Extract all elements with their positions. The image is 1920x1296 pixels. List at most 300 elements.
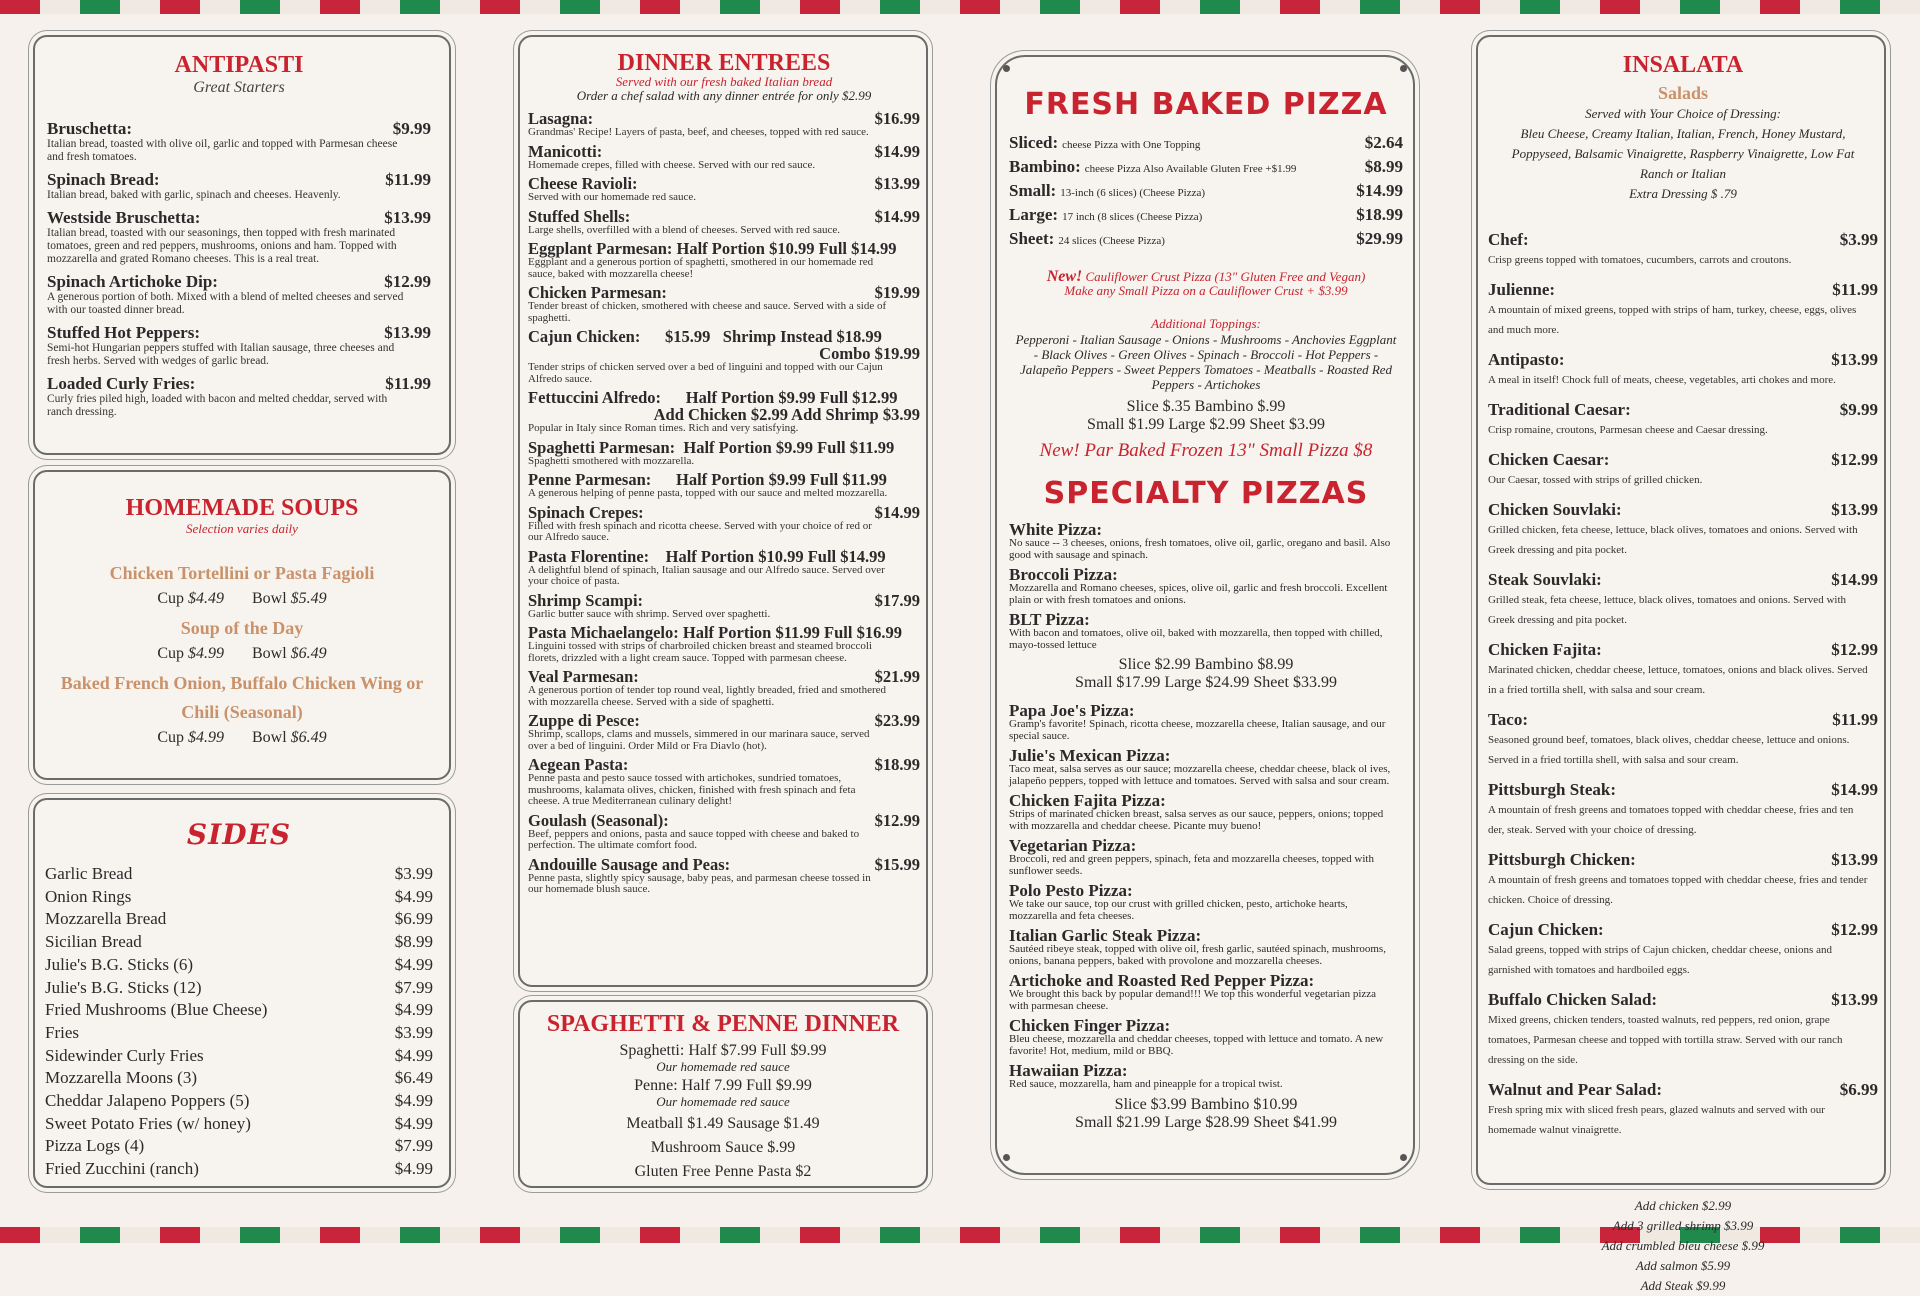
item-name: Goulash (Seasonal): bbox=[528, 810, 669, 830]
menu-item bbox=[528, 143, 920, 172]
bowl-price: $5.49 bbox=[290, 590, 327, 607]
topping-price1: Slice $.35 Bambino $.99 bbox=[1126, 398, 1286, 415]
side-price: $4.99 bbox=[394, 1000, 433, 1020]
side-item bbox=[45, 1045, 433, 1068]
addon-item: Add chicken $2.99 bbox=[1634, 1198, 1732, 1213]
item-price: $18.99 bbox=[874, 755, 920, 774]
specialty-pizza bbox=[1009, 611, 1403, 651]
pizza-size-row bbox=[1009, 132, 1403, 156]
bowl-label: Bowl bbox=[252, 590, 287, 607]
bowl-label: Bowl bbox=[252, 729, 287, 746]
specialty-name: Hawaiian Pizza: bbox=[1009, 1061, 1128, 1080]
item-price: $12.99 bbox=[874, 810, 920, 830]
dinner-list bbox=[528, 110, 920, 896]
item-name: Spaghetti Parmesan: Half Portion $9.99 Full $11.99 bbox=[528, 437, 895, 457]
pizza-size-name: Sheet: bbox=[1009, 229, 1055, 248]
item-price: $12.99 bbox=[384, 272, 431, 291]
extra-dressing: Extra Dressing $ .79 bbox=[1629, 186, 1737, 201]
item-desc: Beef, peppers and onions, pasta and sauce topped with cheese and baked to perfection. The ultimate comfort food. bbox=[528, 827, 860, 851]
bowl-label: Bowl bbox=[252, 645, 287, 662]
side-item bbox=[45, 1158, 433, 1181]
item-name: Cheese Ravioli: bbox=[528, 174, 638, 193]
side-item bbox=[45, 863, 433, 886]
item-name: Manicotti: bbox=[528, 141, 603, 161]
top-stripe bbox=[0, 0, 1920, 14]
side-item bbox=[45, 886, 433, 909]
specialty-name: Chicken Fajita Pizza: bbox=[1009, 791, 1166, 810]
side-name: Pizza Logs (4) bbox=[45, 1136, 145, 1156]
cup-price: $4.99 bbox=[188, 645, 224, 662]
item-name: Spinach Crepes: bbox=[528, 502, 644, 522]
spaghetti-line4: Mushroom Sauce $.99 bbox=[650, 1139, 796, 1156]
item-desc: Fresh spring mix with sliced fresh pears, glazed walnuts and served with our homemade walnut vinaigrette. bbox=[1488, 1104, 1825, 1136]
item-desc: A mountain of mixed greens, topped with strips of ham, turkey, cheese, eggs, olives and much more. bbox=[1488, 304, 1857, 336]
antipasti-panel bbox=[33, 35, 451, 455]
item-name: Andouille Sausage and Peas: bbox=[528, 854, 731, 874]
item-name: Pittsburgh Chicken: bbox=[1488, 850, 1636, 869]
dressing-list: Bleu Cheese, Creamy Italian, Italian, French, Honey Mustard, Poppyseed, Balsamic Vinaigrette, Raspberry Vinaigrette, Low Fat Ranch or Italian bbox=[1511, 126, 1855, 181]
spaghetti-panel bbox=[518, 1000, 928, 1188]
menu-item bbox=[1488, 780, 1878, 840]
item-desc: Penne pasta, slightly spicy sausage, baby peas, and parmesan cheese tossed in our homemade blush sauce. bbox=[528, 871, 871, 895]
item-desc: Large shells, overfilled with a blend of cheeses. Served with red sauce. bbox=[528, 223, 840, 236]
pizza-size-label bbox=[1009, 132, 1200, 156]
specialty-pizza bbox=[1009, 1017, 1403, 1057]
item-name: Loaded Curly Fries: bbox=[47, 374, 196, 393]
specialty-name: White Pizza: bbox=[1009, 520, 1102, 539]
specialty-pizza bbox=[1009, 972, 1403, 1012]
side-name: Fried Zucchini (ranch) bbox=[45, 1159, 199, 1179]
specialty-group1 bbox=[1009, 521, 1403, 651]
side-name: Sidewinder Curly Fries bbox=[45, 1045, 204, 1065]
item-name: Eggplant Parmesan: Half Portion $10.99 Full $14.99 bbox=[528, 239, 897, 258]
menu-item bbox=[47, 208, 431, 266]
item-price: $11.99 bbox=[385, 374, 431, 393]
item-desc: A generous portion of both. Mixed with a blend of melted cheeses and served with our toasted dinner bread. bbox=[47, 291, 404, 316]
pizza-size-desc: 24 slices (Cheese Pizza) bbox=[1058, 235, 1165, 247]
specialty-pizza bbox=[1009, 702, 1403, 742]
dressing-note: Served with Your Choice of Dressing: bbox=[1585, 106, 1781, 121]
side-name: Fried Mushrooms (Blue Cheese) bbox=[45, 1000, 268, 1020]
item-price: $14.99 bbox=[1831, 780, 1878, 799]
sides-list bbox=[45, 863, 433, 1181]
menu-item bbox=[528, 712, 920, 752]
side-price: $4.99 bbox=[394, 1159, 433, 1179]
pizza-size-price: $8.99 bbox=[1364, 157, 1403, 176]
new-label: New! bbox=[1046, 268, 1083, 285]
side-name: Cheddar Jalapeno Poppers (5) bbox=[45, 1091, 250, 1111]
specialty-desc: Red sauce, mozzarella, ham and pineapple for a tropical twist. bbox=[1009, 1078, 1283, 1090]
specialty-desc: Sautéed ribeye steak, topped with olive oil, fresh garlic, sautéed spinach, mushrooms, onions, banana peppers, baked with provolone and mozzarella cheeses. bbox=[1009, 943, 1386, 967]
menu-item bbox=[47, 374, 431, 419]
menu-item bbox=[1488, 640, 1878, 700]
side-name: Garlic Bread bbox=[45, 864, 133, 883]
item-name: Fettuccini Alfredo: Half Portion $9.99 Full $12.99 bbox=[528, 388, 898, 407]
specialty-pizza bbox=[1009, 882, 1403, 922]
toppings-list: Pepperoni - Italian Sausage - Onions - Mushrooms - Anchovies Eggplant - Black Olives - Green Olives - Spinach - Broccoli - Hot Peppers - Jalapeño Peppers - Sweet Peppers Tomatoes - Meatballs - Roasted Red Peppers - Artichokes bbox=[1015, 332, 1397, 392]
item-desc: Salad greens, topped with strips of Cajun chicken, cheddar cheese, onions and garnished with tomatoes and hardboiled eggs. bbox=[1488, 944, 1832, 976]
specialty-desc: We take our sauce, top our crust with grilled chicken, pesto, artichoke hearts, mozzarella and feta cheeses. bbox=[1009, 898, 1348, 922]
pizza-size-row bbox=[1009, 204, 1403, 228]
soups-panel bbox=[33, 470, 451, 780]
item-name: Penne Parmesan: Half Portion $9.99 Full $11.99 bbox=[528, 470, 887, 489]
specialty-name: Broccoli Pizza: bbox=[1009, 565, 1118, 584]
addon-item: Add crumbled bleu cheese $.99 bbox=[1601, 1238, 1765, 1253]
specialty-title: SPECIALTY PIZZAS bbox=[1043, 476, 1369, 511]
item-desc: Italian bread, baked with garlic, spinach and cheeses. Heavenly. bbox=[47, 189, 341, 201]
cup-price: $4.49 bbox=[188, 590, 224, 607]
topping-price2: Small $1.99 Large $2.99 Sheet $3.99 bbox=[1087, 416, 1325, 433]
spaghetti-line3: Meatball $1.49 Sausage $1.49 bbox=[626, 1115, 820, 1132]
spaghetti-title: SPAGHETTI & PENNE DINNER bbox=[546, 1011, 900, 1037]
pizza-size-label bbox=[1009, 156, 1296, 180]
item-desc: Filled with fresh spinach and ricotta cheese. Served with your choice of red or our Alfredo sauce. bbox=[528, 519, 872, 543]
specialty-group2 bbox=[1009, 702, 1403, 1091]
item-desc: Spaghetti smothered with mozzarella. bbox=[528, 454, 695, 467]
menu-item bbox=[1488, 570, 1878, 630]
item-extra: Combo $19.99 bbox=[819, 344, 920, 363]
item-name: Antipasto: bbox=[1488, 350, 1565, 369]
item-desc: Italian bread, toasted with olive oil, garlic and topped with Parmesan cheese and fresh tomatoes. bbox=[47, 138, 398, 163]
item-name: Taco: bbox=[1488, 710, 1528, 729]
item-name: Chicken Parmesan: bbox=[528, 283, 667, 302]
item-price: $9.99 bbox=[1839, 400, 1878, 419]
item-name: Pasta Michaelangelo: Half Portion $11.99 Full $16.99 bbox=[528, 623, 902, 642]
item-name: Cajun Chicken: bbox=[1488, 920, 1604, 939]
pizza-size-name: Large: bbox=[1009, 205, 1059, 224]
dinner-subtitle: Served with our fresh baked Italian bread bbox=[615, 74, 833, 89]
specialty-name: Italian Garlic Steak Pizza: bbox=[1009, 926, 1202, 945]
item-price: $15.99 bbox=[874, 854, 920, 874]
specialty-pizza bbox=[1009, 927, 1403, 967]
item-price: $12.99 bbox=[1831, 450, 1878, 469]
menu-item bbox=[47, 323, 431, 368]
menu-item bbox=[528, 471, 920, 500]
side-name: Sicilian Bread bbox=[45, 932, 142, 952]
menu-item bbox=[528, 208, 920, 237]
item-price: $6.99 bbox=[1839, 1080, 1878, 1099]
pizza-size-price: $29.99 bbox=[1356, 229, 1403, 248]
spaghetti-line1-note: Our homemade red sauce bbox=[656, 1059, 790, 1074]
soup-prices bbox=[45, 588, 439, 610]
side-price: $3.99 bbox=[394, 1022, 433, 1042]
item-name: Chicken Souvlaki: bbox=[1488, 500, 1622, 519]
item-desc: A meal in itself! Chock full of meats, cheese, vegetables, arti chokes and more. bbox=[1488, 374, 1836, 386]
item-price: $12.99 bbox=[1831, 920, 1878, 939]
menu-item bbox=[528, 328, 920, 385]
side-price: $4.99 bbox=[394, 1045, 433, 1065]
menu-item bbox=[47, 272, 431, 317]
side-item bbox=[45, 1090, 433, 1113]
dinner-title: DINNER ENTREES bbox=[617, 50, 831, 76]
item-price: $9.99 bbox=[392, 119, 431, 138]
side-name: Fries bbox=[45, 1022, 79, 1042]
corner-dot bbox=[1400, 65, 1407, 72]
item-price: $11.99 bbox=[385, 170, 431, 189]
specialty-name: Julie's Mexican Pizza: bbox=[1009, 746, 1171, 765]
item-desc: Linguini tossed with strips of charbroiled chicken breast and steamed broccoli florets, drizzled with a light cream sauce. Topped with parmesan cheese. bbox=[528, 640, 872, 664]
item-price: $21.99 bbox=[874, 667, 920, 686]
specialty-desc: Gramp's favorite! Spinach, ricotta cheese, mozzarella cheese, Italian sausage, and our special sauce. bbox=[1009, 718, 1386, 742]
antipasti-title: ANTIPASTI bbox=[174, 52, 304, 78]
item-name: Chicken Caesar: bbox=[1488, 450, 1610, 469]
item-desc: Eggplant and a generous portion of spaghetti, smothered in our homemade red sauce, baked with mozzarella cheese! bbox=[528, 256, 874, 280]
menu-item bbox=[1488, 230, 1878, 270]
soups-title: HOMEMADE SOUPS bbox=[125, 495, 359, 521]
side-item bbox=[45, 1113, 433, 1136]
soup-name: Chicken Tortellini or Pasta Fagioli bbox=[109, 563, 375, 583]
side-item bbox=[45, 1022, 433, 1045]
pizza-size-name: Small: bbox=[1009, 181, 1057, 200]
salad-addons bbox=[1488, 1196, 1878, 1296]
item-name: Lasagna: bbox=[528, 109, 594, 128]
menu-item bbox=[528, 668, 920, 708]
item-name: Veal Parmesan: bbox=[528, 667, 639, 686]
item-price: $13.99 bbox=[384, 208, 431, 227]
menu-item bbox=[1488, 350, 1878, 390]
item-desc: Our Caesar, tossed with strips of grilled chicken. bbox=[1488, 474, 1703, 486]
menu-item bbox=[528, 284, 920, 324]
specialty-desc: We brought this back by popular demand!!! We top this wonderful vegetarian pizza with parmesan cheese. bbox=[1009, 988, 1377, 1012]
specialty-name: Polo Pesto Pizza: bbox=[1009, 881, 1133, 900]
item-desc: Tender breast of chicken, smothered with cheese and sauce. Served with a side of spaghetti. bbox=[528, 300, 887, 324]
side-price: $8.99 bbox=[394, 932, 433, 952]
specialty-pizza bbox=[1009, 521, 1403, 561]
menu-item bbox=[1488, 500, 1878, 560]
pizza-size-label bbox=[1009, 204, 1202, 228]
item-desc: Tender strips of chicken served over a bed of linguini and topped with our Cajun Alfredo sauce. bbox=[528, 361, 883, 385]
item-name: Chef: bbox=[1488, 230, 1529, 249]
dinner-note: Order a chef salad with any dinner entrée for only $2.99 bbox=[576, 88, 872, 103]
side-name: Onion Rings bbox=[45, 886, 132, 906]
item-price: $14.99 bbox=[874, 141, 920, 161]
corner-dot bbox=[1003, 65, 1010, 72]
cup-label: Cup bbox=[157, 645, 184, 662]
menu-item bbox=[1488, 280, 1878, 340]
bowl-price: $6.49 bbox=[290, 729, 327, 746]
side-item bbox=[45, 999, 433, 1022]
item-name: Cajun Chicken: $15.99 Shrimp Instead $18.99 bbox=[528, 327, 882, 346]
item-desc: Grandmas' Recipe! Layers of pasta, beef, and cheeses, topped with red sauce. bbox=[528, 126, 869, 138]
cup-price: $4.99 bbox=[188, 729, 224, 746]
pizza-size-name: Bambino: bbox=[1009, 157, 1081, 176]
specialty-pizza bbox=[1009, 566, 1403, 606]
specialty-desc: Strips of marinated chicken breast, salsa serves as our sauce, peppers, onions; topped with mozzarella and cheddar cheese. Picante muy bueno! bbox=[1009, 808, 1384, 832]
side-price: $7.99 bbox=[394, 1136, 433, 1156]
spaghetti-line1: Spaghetti: Half $7.99 Full $9.99 bbox=[619, 1042, 827, 1059]
item-name: Spinach Artichoke Dip: bbox=[47, 272, 218, 291]
item-desc: Semi-hot Hungarian peppers stuffed with Italian sausage, three cheeses and fresh herbs. Served with wedges of garlic bread. bbox=[47, 342, 395, 367]
pizza-panel bbox=[995, 55, 1415, 1175]
item-name: Chicken Fajita: bbox=[1488, 640, 1602, 659]
side-item bbox=[45, 977, 433, 1000]
menu-item bbox=[1488, 710, 1878, 770]
group2-price1: Slice $3.99 Bambino $10.99 bbox=[1114, 1095, 1298, 1113]
item-name: Bruschetta: bbox=[47, 119, 132, 138]
insalata-panel bbox=[1476, 35, 1886, 1293]
spaghetti-line2-note: Our homemade red sauce bbox=[656, 1094, 790, 1109]
item-desc: Curly fries piled high, loaded with bacon and melted cheddar, served with ranch dressing. bbox=[47, 393, 388, 418]
item-price: $13.99 bbox=[1831, 990, 1878, 1009]
pizza-size-label bbox=[1009, 180, 1205, 204]
menu-item bbox=[528, 812, 920, 852]
pizza-size-price: $2.64 bbox=[1364, 133, 1403, 152]
item-name: Traditional Caesar: bbox=[1488, 400, 1631, 419]
item-price: $23.99 bbox=[874, 711, 920, 730]
item-name: Julienne: bbox=[1488, 280, 1556, 299]
specialty-desc: No sauce -- 3 cheeses, onions, fresh tomatoes, olive oil, garlic, oregano and basil. Also good with sausage and spinach. bbox=[1009, 537, 1391, 561]
specialty-desc: Mozzarella and Romano cheeses, spices, olive oil, garlic and fresh broccoli. Excellent plain or with fresh tomatoes and onions. bbox=[1009, 582, 1388, 606]
soup-name: Soup of the Day bbox=[180, 618, 304, 638]
specialty-name: Chicken Finger Pizza: bbox=[1009, 1016, 1171, 1035]
item-price: $16.99 bbox=[874, 109, 920, 128]
cauliflower-note bbox=[1009, 270, 1403, 298]
menu-item bbox=[1488, 450, 1878, 490]
item-desc: Crisp romaine, croutons, Parmesan cheese and Caesar dressing. bbox=[1488, 424, 1768, 436]
item-name: Pittsburgh Steak: bbox=[1488, 780, 1616, 799]
item-desc: Penne pasta and pesto sauce tossed with artichokes, sundried tomatoes, mushrooms, kalamata olives, chicken, finished with fresh spinach and feta cheese. A true Mediterranean culinary delight! bbox=[528, 772, 856, 807]
item-desc: Crisp greens topped with tomatoes, cucumbers, carrots and croutons. bbox=[1488, 254, 1792, 266]
group1-price2: Small $17.99 Large $24.99 Sheet $33.99 bbox=[1075, 674, 1337, 691]
salad-list bbox=[1488, 230, 1878, 1140]
side-item bbox=[45, 908, 433, 931]
specialty-desc: Bleu cheese, mozzarella and cheddar cheeses, topped with lettuce and tomato. A new favorite! Hot, medium, mild or BBQ. bbox=[1009, 1033, 1384, 1057]
item-desc: Grilled steak, feta cheese, lettuce, black olives, tomatoes and onions. Served with Greek dressing and pita pocket. bbox=[1488, 594, 1846, 626]
item-desc: Marinated chicken, cheddar cheese, lettuce, tomatoes, onions and black olives. Served in a fried tortilla shell, with salsa and sour cream. bbox=[1488, 664, 1868, 696]
side-price: $6.49 bbox=[394, 1068, 433, 1088]
corner-dot bbox=[1400, 1154, 1407, 1161]
side-price: $4.99 bbox=[394, 954, 433, 974]
item-desc: Italian bread, toasted with our seasonings, then topped with fresh marinated tomatoes, green and red peppers, mushrooms, onions and ham. Topped with mozzarella and grated Romano cheeses. This is a real treat. bbox=[47, 227, 397, 265]
insalata-subtitle: Salads bbox=[1657, 83, 1709, 103]
item-desc: A mountain of fresh greens and tomatoes topped with cheddar cheese, fries and tender chicken. Choice of dressing. bbox=[1488, 874, 1868, 906]
item-desc: Mixed greens, chicken tenders, toasted walnuts, red peppers, red onion, grape tomatoes, Parmesan cheese and topped with tortilla straw. Served with our ranch dressing on the side. bbox=[1488, 1014, 1843, 1066]
menu-item bbox=[528, 175, 920, 204]
side-price: $4.99 bbox=[394, 1091, 433, 1111]
menu-item bbox=[528, 240, 920, 280]
item-name: Stuffed Hot Peppers: bbox=[47, 323, 200, 342]
pizza-title: FRESH BAKED PIZZA bbox=[1024, 87, 1388, 122]
menu-item bbox=[1488, 1080, 1878, 1140]
item-price: $11.99 bbox=[1832, 280, 1878, 299]
menu-item bbox=[528, 504, 920, 544]
menu-item bbox=[528, 439, 920, 468]
item-name: Buffalo Chicken Salad: bbox=[1488, 990, 1658, 1009]
item-desc: A generous portion of tender top round veal, lightly breaded, fried and smothered with mozzarella cheese. Served with a side of spaghetti. bbox=[528, 684, 887, 708]
bowl-price: $6.49 bbox=[290, 645, 327, 662]
item-price: $19.99 bbox=[874, 283, 920, 302]
spaghetti-line2: Penne: Half 7.99 Full $9.99 bbox=[634, 1077, 812, 1094]
corner-dot bbox=[1003, 1154, 1010, 1161]
item-price: $13.99 bbox=[1831, 500, 1878, 519]
cauliflower-text: Cauliflower Crust Pizza (13" Gluten Free and Vegan) bbox=[1085, 269, 1366, 284]
side-price: $4.99 bbox=[394, 886, 433, 906]
side-item bbox=[45, 931, 433, 954]
specialty-pizza bbox=[1009, 792, 1403, 832]
specialty-pizza bbox=[1009, 747, 1403, 787]
side-price: $3.99 bbox=[394, 864, 433, 883]
item-price: $13.99 bbox=[874, 174, 920, 193]
specialty-pizza bbox=[1009, 1062, 1403, 1091]
dinner-panel bbox=[518, 35, 928, 987]
item-name: Walnut and Pear Salad: bbox=[1488, 1080, 1662, 1099]
menu-item bbox=[528, 592, 920, 621]
specialty-desc: Broccoli, red and green peppers, spinach, feta and mozzarella cheeses, topped with sunflower seeds. bbox=[1009, 853, 1374, 877]
menu-item bbox=[528, 624, 920, 664]
insalata-title: INSALATA bbox=[1622, 52, 1744, 78]
side-name: Julie's B.G. Sticks (6) bbox=[45, 954, 194, 974]
side-name: Julie's B.G. Sticks (12) bbox=[45, 977, 202, 997]
side-name: Sweet Potato Fries (w/ honey) bbox=[45, 1113, 251, 1133]
pizza-size-desc: 13-inch (6 slices) (Cheese Pizza) bbox=[1060, 187, 1206, 199]
toppings-title: Additional Toppings: bbox=[1151, 316, 1261, 331]
menu-item bbox=[47, 170, 431, 202]
frozen-pizza: New! Par Baked Frozen 13" Small Pizza $8 bbox=[1039, 440, 1373, 461]
item-price: $3.99 bbox=[1839, 230, 1878, 249]
sides-title: SIDES bbox=[186, 818, 292, 851]
menu-item bbox=[1488, 920, 1878, 980]
group1-price1: Slice $2.99 Bambino $8.99 bbox=[1118, 656, 1294, 673]
item-name: Spinach Bread: bbox=[47, 170, 160, 189]
item-price: $14.99 bbox=[874, 206, 920, 226]
item-price: $11.99 bbox=[1832, 710, 1878, 729]
pizza-size-name: Sliced: bbox=[1009, 133, 1059, 152]
side-price: $7.99 bbox=[394, 977, 433, 997]
item-desc: Popular in Italy since Roman times. Rich and very satisfying. bbox=[528, 422, 799, 434]
side-price: $4.99 bbox=[394, 1113, 433, 1133]
item-desc: Grilled chicken, feta cheese, lettuce, black olives, tomatoes and onions. Served with Greek dressing and pita pocket. bbox=[1488, 524, 1858, 556]
cauliflower-text2: Make any Small Pizza on a Cauliflower Crust + $3.99 bbox=[1064, 283, 1348, 298]
item-name: Steak Souvlaki: bbox=[1488, 570, 1602, 589]
specialty-name: Artichoke and Roasted Red Pepper Pizza: bbox=[1009, 971, 1315, 990]
side-item bbox=[45, 954, 433, 977]
pizza-size-row bbox=[1009, 156, 1403, 180]
spaghetti-line5: Gluten Free Penne Pasta $2 bbox=[634, 1163, 812, 1180]
menu-item bbox=[528, 756, 920, 808]
item-desc: Served with our homemade red sauce. bbox=[528, 191, 696, 203]
item-price: $14.99 bbox=[1831, 570, 1878, 589]
soup-name: Baked French Onion, Buffalo Chicken Wing or Chili (Seasonal) bbox=[60, 673, 424, 722]
cup-label: Cup bbox=[157, 590, 184, 607]
antipasti-subtitle: Great Starters bbox=[193, 79, 285, 96]
item-price: $17.99 bbox=[874, 590, 920, 610]
item-name: Aegean Pasta: bbox=[528, 755, 629, 774]
menu-item bbox=[528, 856, 920, 896]
pizza-size-row bbox=[1009, 180, 1403, 204]
soups-list bbox=[45, 559, 439, 749]
group2-price2: Small $21.99 Large $28.99 Sheet $41.99 bbox=[1075, 1113, 1337, 1131]
item-desc: Homemade crepes, filled with cheese. Served with our red sauce. bbox=[528, 158, 816, 171]
menu-item bbox=[47, 119, 431, 164]
specialty-name: Papa Joe's Pizza: bbox=[1009, 701, 1135, 720]
item-name: Stuffed Shells: bbox=[528, 206, 631, 226]
specialty-pizza bbox=[1009, 837, 1403, 877]
side-price: $6.99 bbox=[394, 909, 433, 929]
menu-item bbox=[528, 110, 920, 139]
pizza-size-price: $18.99 bbox=[1356, 205, 1403, 224]
item-desc: Shrimp, scallops, clams and mussels, simmered in our marinara sauce, served over a bed of linguini. Order Mild or Fra Diavlo (hot). bbox=[528, 728, 870, 752]
menu-item bbox=[1488, 850, 1878, 910]
pizza-size-label bbox=[1009, 228, 1165, 252]
addon-item: Add 3 grilled shrimp $3.99 bbox=[1612, 1218, 1754, 1233]
item-desc: A mountain of fresh greens and tomatoes topped with cheddar cheese, fries and ten der, steak. Served with your choice of dressing. bbox=[1488, 804, 1854, 836]
item-desc: Garlic butter sauce with shrimp. Served over spaghetti. bbox=[528, 607, 771, 620]
side-name: Mozzarella Bread bbox=[45, 909, 167, 929]
pizza-size-row bbox=[1009, 228, 1403, 252]
item-extra: Add Chicken $2.99 Add Shrimp $3.99 bbox=[653, 405, 920, 424]
item-desc: A delightful blend of spinach, Italian sausage and our Alfredo sauce. Served over your choice of pasta. bbox=[528, 563, 885, 587]
menu-item bbox=[528, 548, 920, 588]
